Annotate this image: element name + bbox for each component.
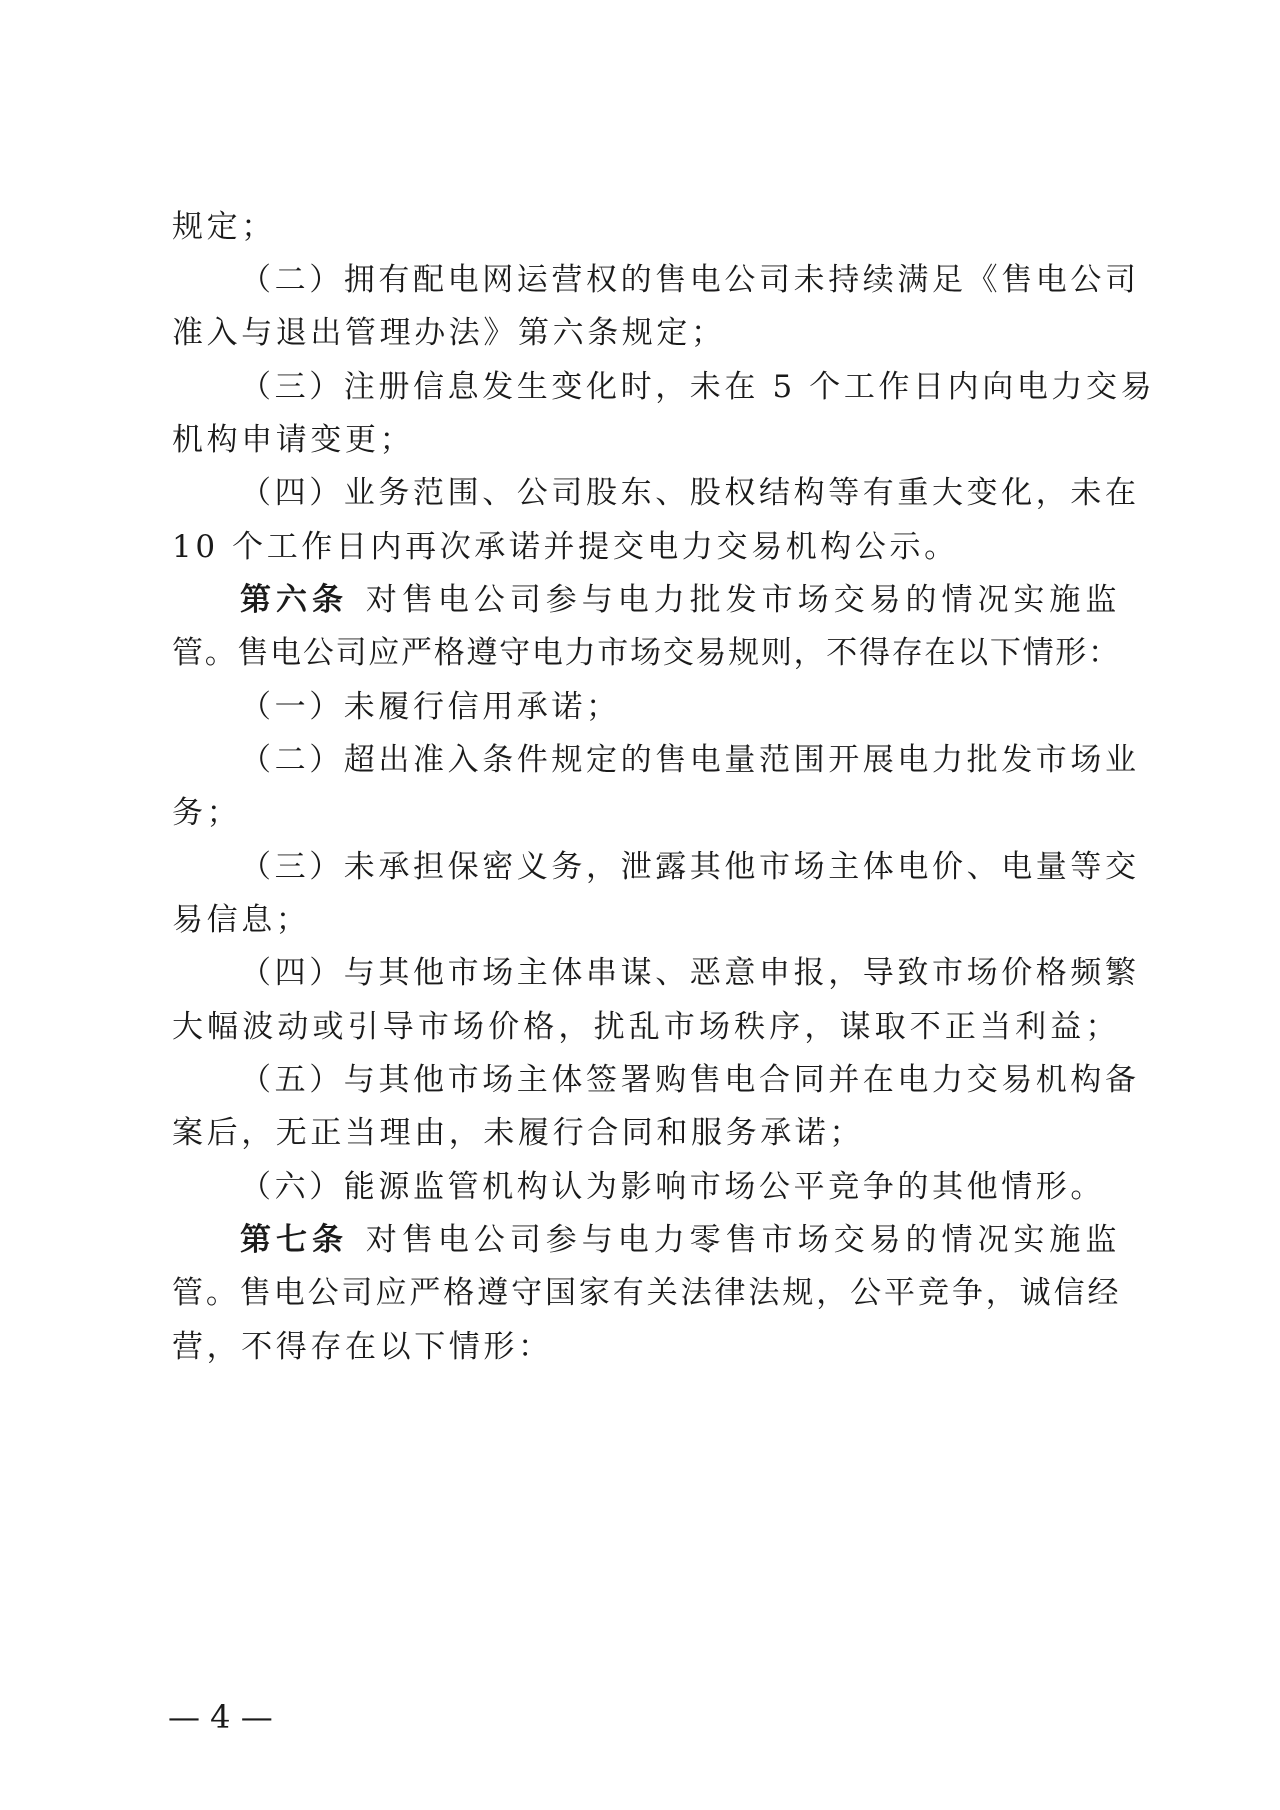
page-number: — 4 — — [168, 1698, 273, 1736]
text-line: （二）拥有配电网运营权的售电公司未持续满足《售电公司 — [240, 262, 1140, 298]
text-line: 易信息； — [172, 902, 311, 938]
text-line: （六）能源监管机构认为影响市场公平竞争的其他情形。 — [240, 1169, 1105, 1205]
text-line: （三）未承担保密义务，泄露其他市场主体电价、电量等交 — [240, 849, 1140, 885]
text-line: （一）未履行信用承诺； — [240, 689, 621, 725]
text-line: 务； — [172, 795, 242, 831]
article-6-first-line — [240, 580, 1120, 620]
text-line: 营，不得存在以下情形： — [172, 1329, 553, 1365]
text-line: 管。售电公司应严格遵守电力市场交易规则，不得存在以下情形： — [172, 635, 1120, 671]
text-line: 准入与退出管理办法》第六条规定； — [172, 315, 726, 351]
article-6-heading: 第六条 — [240, 582, 348, 618]
text-line: （四）与其他市场主体串谋、恶意申报，导致市场价格频繁 — [240, 955, 1140, 991]
text-line: 规定； — [172, 209, 276, 245]
text-line: 机构申请变更； — [172, 422, 415, 458]
article-6-text: 对售电公司参与电力批发市场交易的情况实施监 — [365, 582, 1120, 618]
text-line: 案后，无正当理由，未履行合同和服务承诺； — [172, 1115, 864, 1151]
article-7-text: 对售电公司参与电力零售市场交易的情况实施监 — [365, 1222, 1120, 1258]
text-line: （四）业务范围、公司股东、股权结构等有重大变化，未在 — [240, 475, 1140, 511]
text-line: 10 个工作日内再次承诺并提交电力交易机构公示。 — [172, 529, 959, 565]
text-line: （五）与其他市场主体签署购售电合同并在电力交易机构备 — [240, 1062, 1140, 1098]
text-line: 管。售电公司应严格遵守国家有关法律法规，公平竞争，诚信经 — [172, 1275, 1120, 1311]
text-line: （三）注册信息发生变化时，未在 5 个工作日内向电力交易 — [240, 369, 1156, 405]
article-7-heading: 第七条 — [240, 1222, 348, 1258]
text-line: （二）超出准入条件规定的售电量范围开展电力批发市场业 — [240, 742, 1140, 778]
article-7-first-line — [240, 1220, 1120, 1260]
text-line: 大幅波动或引导市场价格，扰乱市场秩序，谋取不正当利益； — [172, 1009, 1120, 1045]
